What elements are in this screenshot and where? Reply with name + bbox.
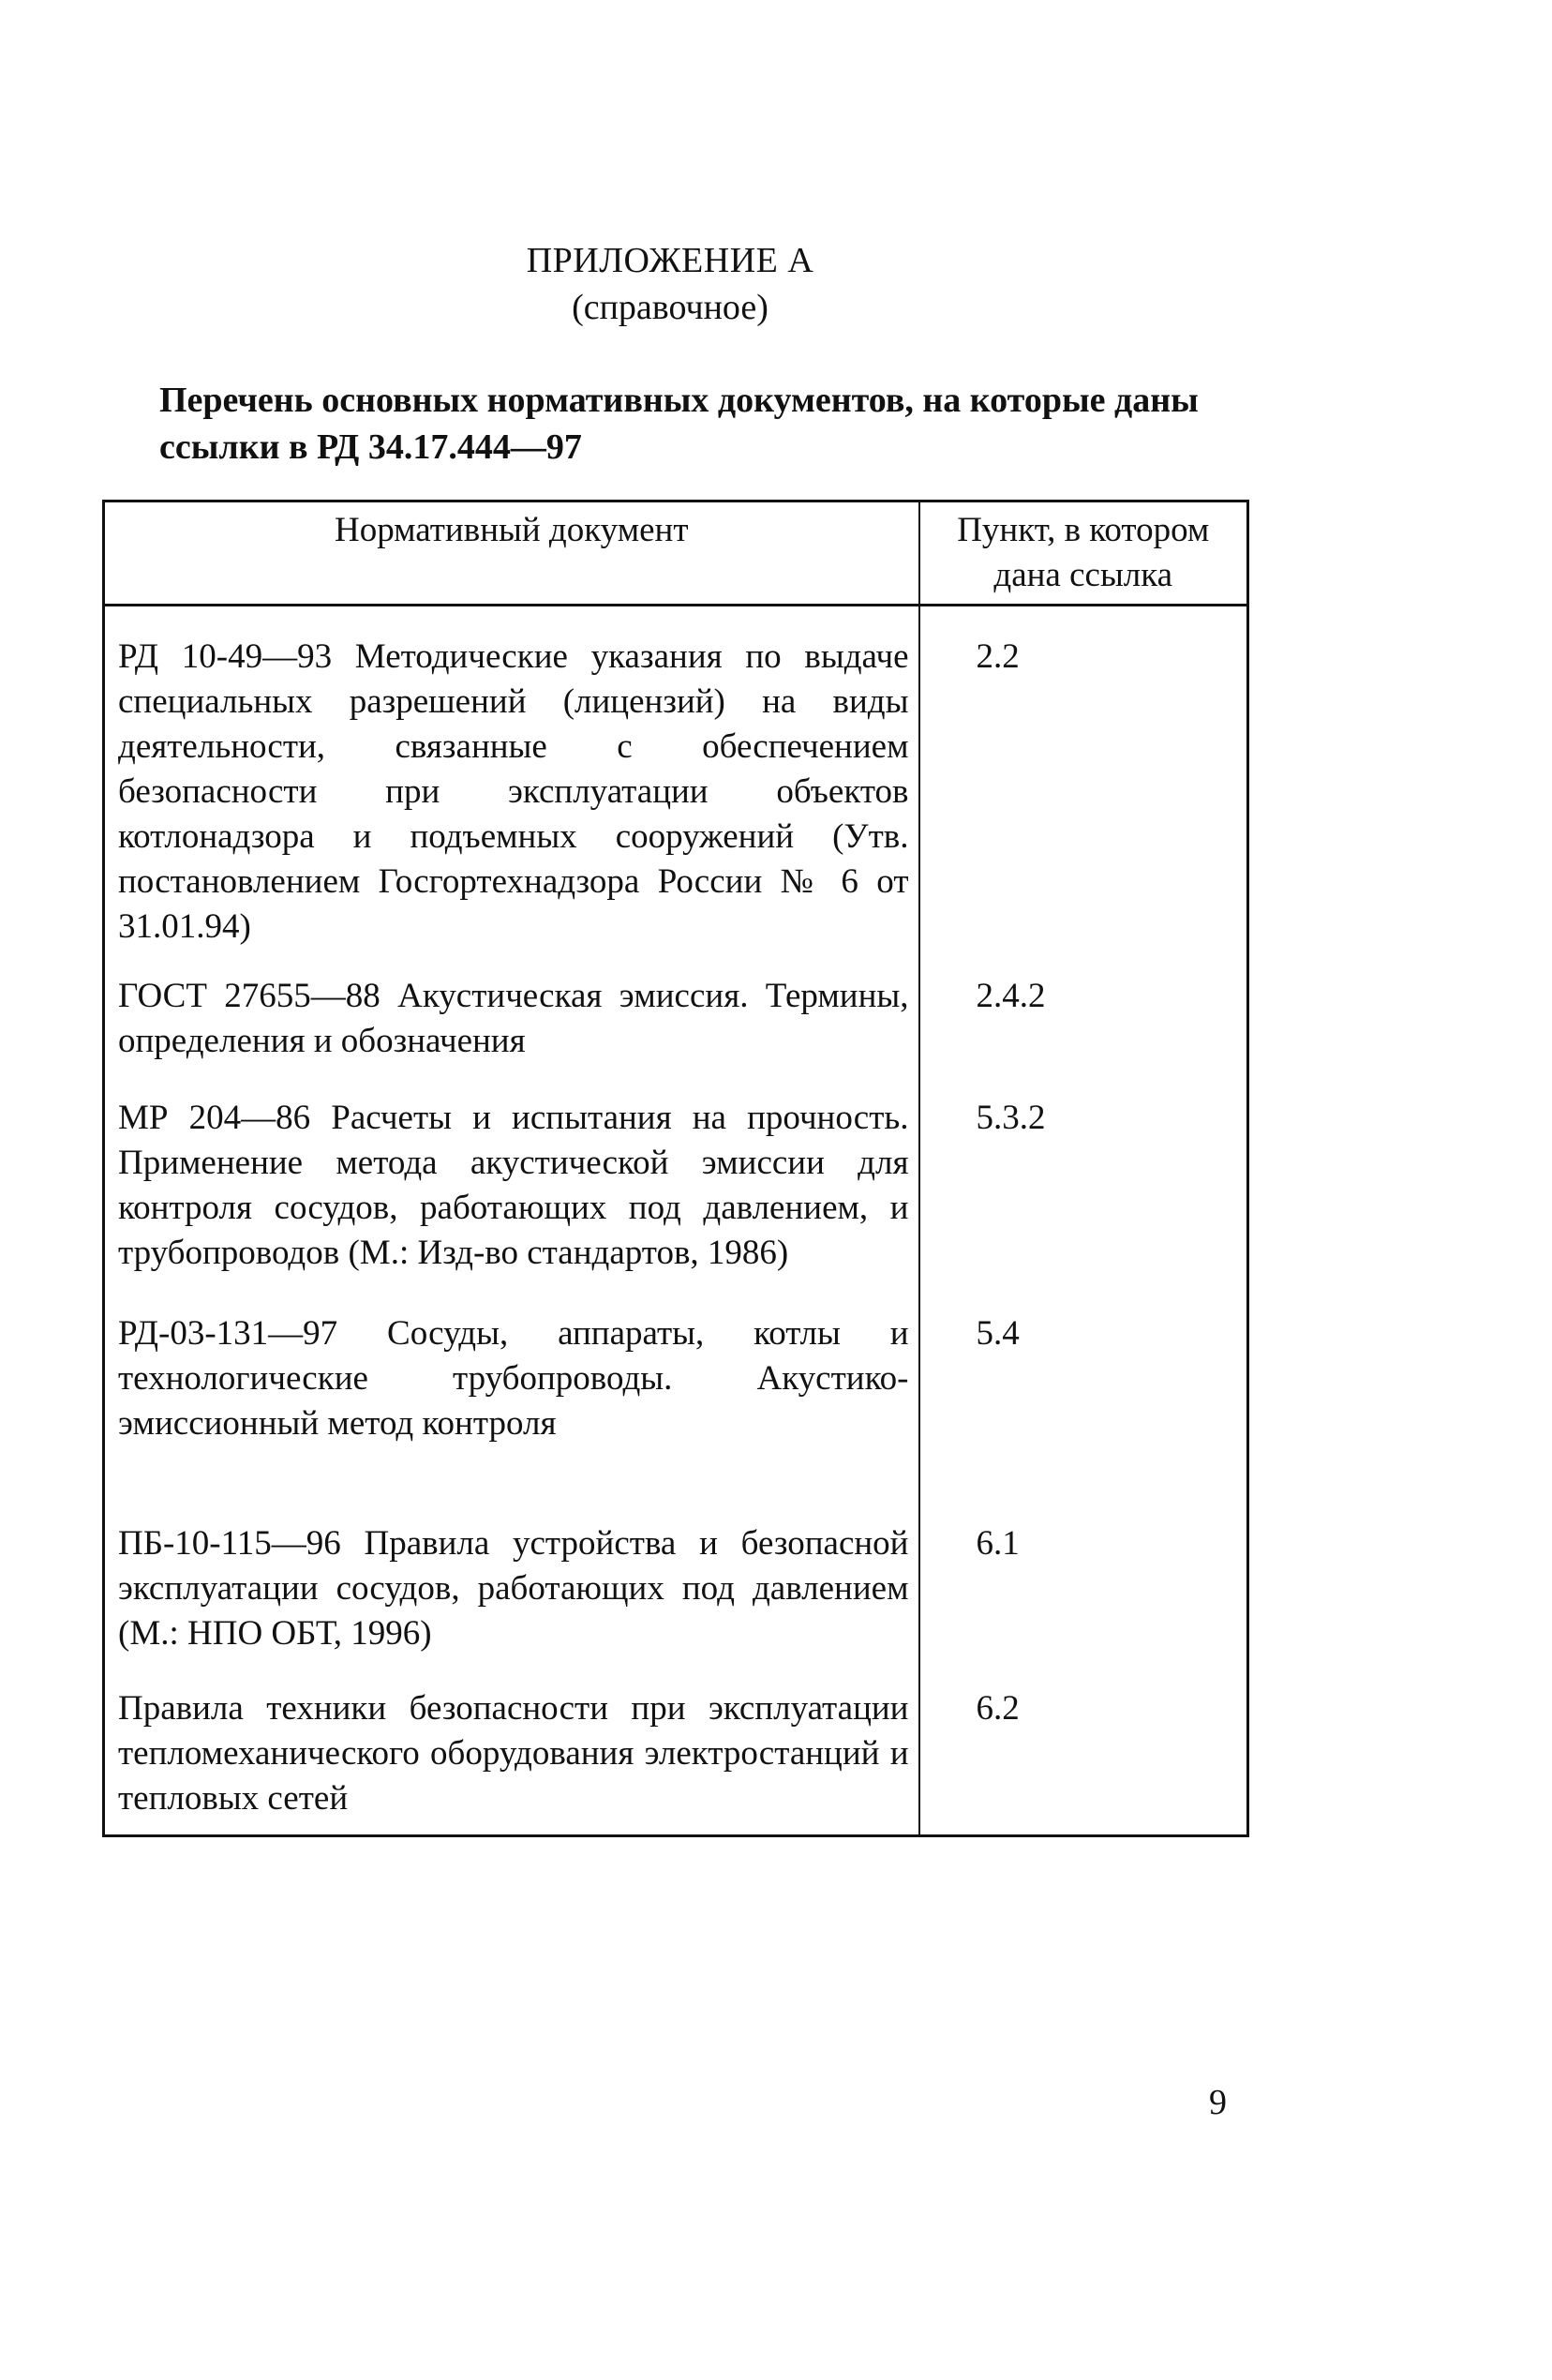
point-cell: 5.3.2 [919,1075,1248,1291]
document-cell: ГОСТ 27655—88 Акустическая эмиссия. Термины, определения и обозначения [104,959,919,1075]
appendix-title: ПРИЛОЖЕНИЕ А [526,241,814,280]
document-cell: Правила техники безопасности при эксплуатации тепломеханического оборудования электростанций и тепловых сетей [104,1666,919,1836]
references-table [102,500,1249,1837]
appendix-subtitle: (справочное) [572,288,769,327]
table-row [104,1666,1248,1836]
point-cell: 6.2 [919,1666,1248,1836]
document-cell: РД 10-49—93 Методические указания по выдаче специальных разрешений (лицензий) на виды деятельности, связанные с обеспечением безопасности при эксплуатации объектов котлонадзора и подъемных сооружений (Утв. постановлением Госгортехнадзора России № 6 от 31.01.94) [104,606,919,960]
table-row [104,1075,1248,1291]
table-header-row [104,501,1248,606]
column-header-document: Нормативный документ [104,501,919,606]
document-cell: ПБ-10-115—96 Правила устройства и безопасной эксплуатации сосудов, работающих под давлением (М.: НПО ОБТ, 1996) [104,1495,919,1666]
document-cell: МР 204—86 Расчеты и испытания на прочность. Применение метода акустической эмиссии для контроля сосудов, работающих под давлением, и трубопроводов (М.: Изд-во стандартов, 1986) [104,1075,919,1291]
point-cell: 2.2 [919,606,1248,960]
point-cell: 2.4.2 [919,959,1248,1075]
table-row [104,606,1248,960]
table-row [104,1495,1248,1666]
table-row [104,1291,1248,1495]
point-cell: 5.4 [919,1291,1248,1495]
table-row [104,959,1248,1075]
column-header-point: Пункт, в котором дана ссылка [919,501,1248,606]
page-number: 9 [1209,2083,1227,2122]
point-cell: 6.1 [919,1495,1248,1666]
document-cell: РД-03-131—97 Сосуды, аппараты, котлы и технологические трубопроводы. Акустико-эмиссионный метод контроля [104,1291,919,1495]
list-title: Перечень основных нормативных документов, на которые даны ссылки в РД 34.17.444—97 [159,381,1199,467]
